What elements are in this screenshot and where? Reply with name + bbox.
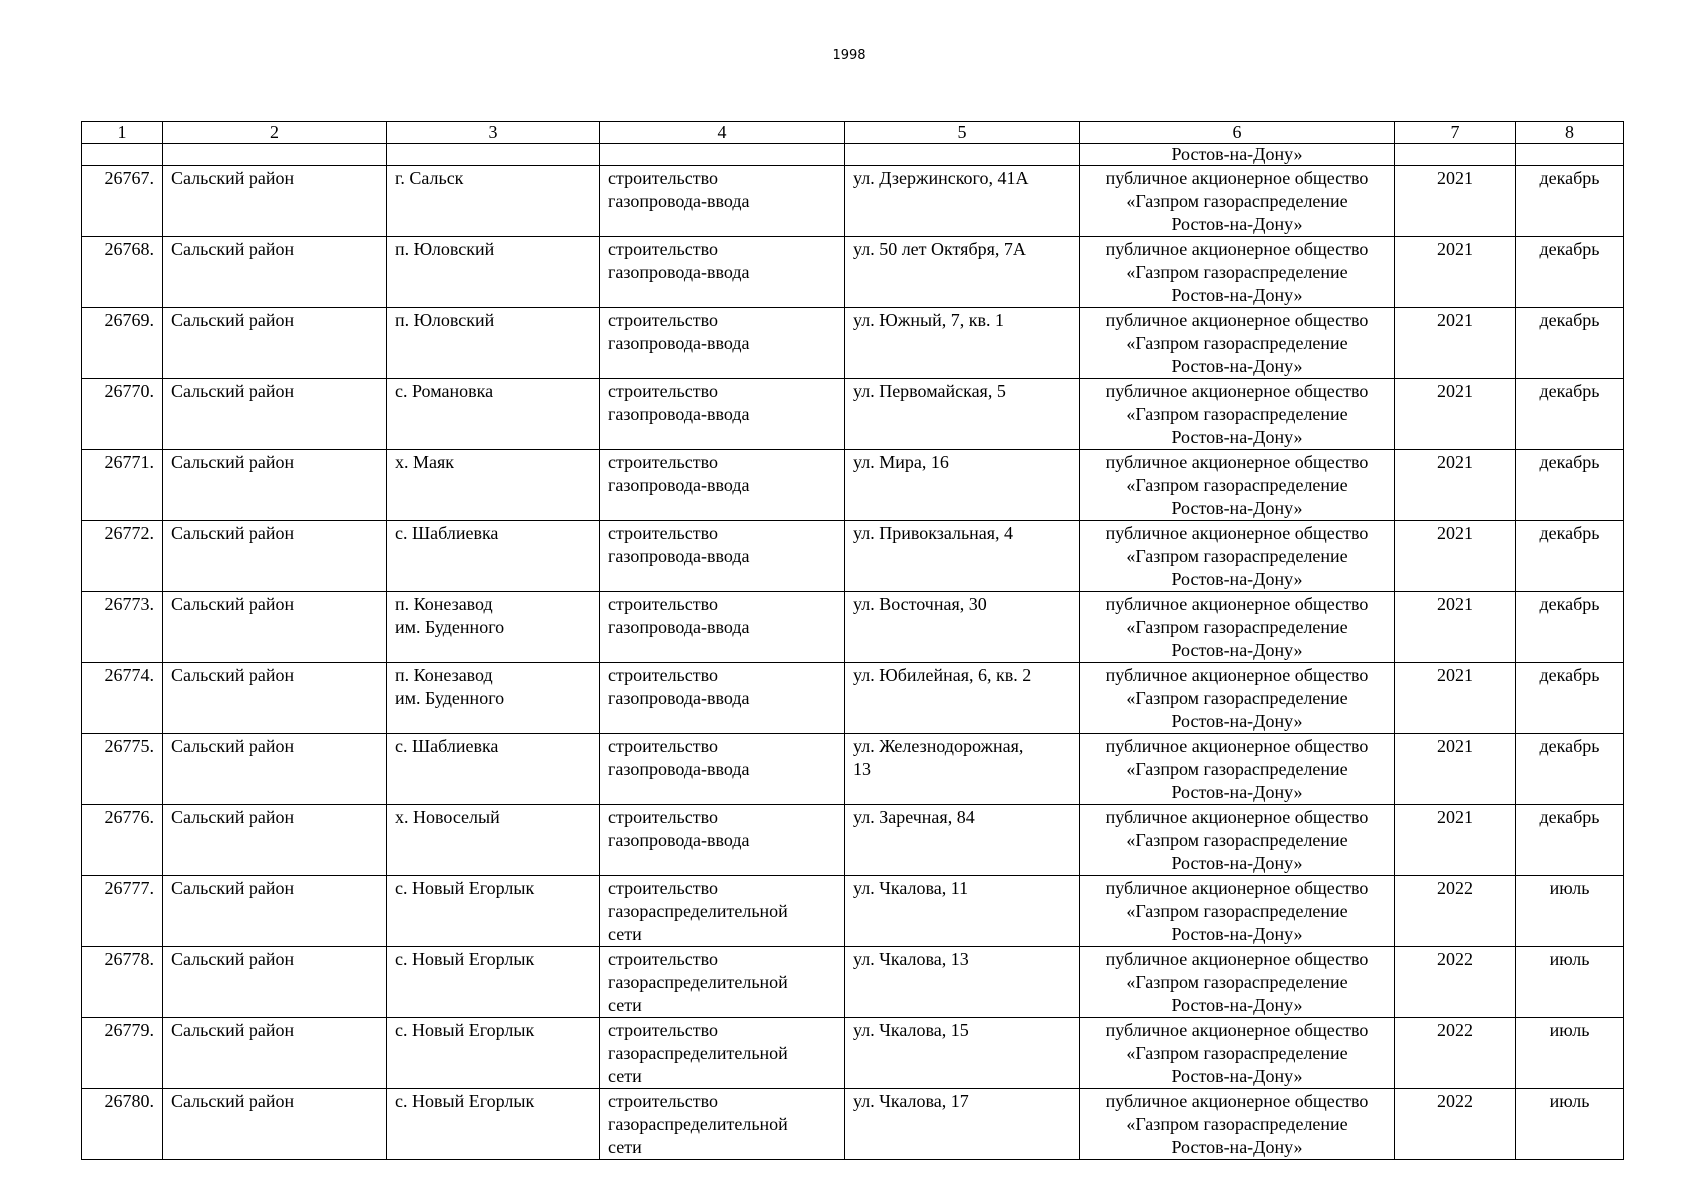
address-cell: ул. Заречная, 84 [845, 805, 1080, 876]
month-cell: июль [1516, 947, 1624, 1018]
settlement-cell: п. Юловский [387, 237, 600, 308]
month-cell: декабрь [1516, 734, 1624, 805]
address-cell: ул. Привокзальная, 4 [845, 521, 1080, 592]
year-cell: 2021 [1395, 521, 1516, 592]
month-cell: декабрь [1516, 379, 1624, 450]
settlement-cell: с. Шаблиевка [387, 734, 600, 805]
address-cell: ул. Чкалова, 15 [845, 1018, 1080, 1089]
month-cell: июль [1516, 1018, 1624, 1089]
year-cell: 2021 [1395, 308, 1516, 379]
row-number: 26775. [82, 734, 163, 805]
organization-cell: публичное акционерное общество «Газпром газораспределение Ростов-на-Дону» [1080, 805, 1395, 876]
year-cell: 2022 [1395, 1089, 1516, 1160]
empty-cell [82, 144, 163, 166]
column-header: 4 [600, 122, 845, 144]
organization-cell: публичное акционерное общество «Газпром газораспределение Ростов-на-Дону» [1080, 450, 1395, 521]
address-cell: ул. Южный, 7, кв. 1 [845, 308, 1080, 379]
column-header: 3 [387, 122, 600, 144]
work-type-cell: строительство газопровода-ввода [600, 450, 845, 521]
empty-cell [600, 144, 845, 166]
settlement-cell: п. Юловский [387, 308, 600, 379]
settlement-cell: п. Конезавод им. Буденного [387, 592, 600, 663]
work-type-cell: строительство газопровода-ввода [600, 805, 845, 876]
organization-cell: публичное акционерное общество «Газпром газораспределение Ростов-на-Дону» [1080, 237, 1395, 308]
settlement-cell: с. Романовка [387, 379, 600, 450]
year-cell: 2022 [1395, 1018, 1516, 1089]
address-cell: ул. Юбилейная, 6, кв. 2 [845, 663, 1080, 734]
year-cell: 2022 [1395, 876, 1516, 947]
settlement-cell: х. Новоселый [387, 805, 600, 876]
empty-cell [163, 144, 387, 166]
table-row [82, 805, 1624, 876]
month-cell: июль [1516, 1089, 1624, 1160]
column-header: 7 [1395, 122, 1516, 144]
district-cell: Сальский район [163, 947, 387, 1018]
settlement-cell: с. Шаблиевка [387, 521, 600, 592]
district-cell: Сальский район [163, 805, 387, 876]
organization-cell: публичное акционерное общество «Газпром газораспределение Ростов-на-Дону» [1080, 166, 1395, 237]
district-cell: Сальский район [163, 308, 387, 379]
year-cell: 2021 [1395, 805, 1516, 876]
district-cell: Сальский район [163, 237, 387, 308]
year-cell: 2021 [1395, 166, 1516, 237]
district-cell: Сальский район [163, 450, 387, 521]
organization-cell: публичное акционерное общество «Газпром газораспределение Ростов-на-Дону» [1080, 379, 1395, 450]
row-number: 26774. [82, 663, 163, 734]
settlement-cell: п. Конезавод им. Буденного [387, 663, 600, 734]
address-cell: ул. Чкалова, 13 [845, 947, 1080, 1018]
month-cell: декабрь [1516, 592, 1624, 663]
year-cell: 2022 [1395, 947, 1516, 1018]
table-row [82, 947, 1624, 1018]
organization-cell: публичное акционерное общество «Газпром газораспределение Ростов-на-Дону» [1080, 734, 1395, 805]
empty-cell [845, 144, 1080, 166]
address-cell: ул. Чкалова, 17 [845, 1089, 1080, 1160]
row-number: 26776. [82, 805, 163, 876]
column-number-row [82, 122, 1624, 144]
organization-cell: публичное акционерное общество «Газпром газораспределение Ростов-на-Дону» [1080, 308, 1395, 379]
address-cell: ул. Мира, 16 [845, 450, 1080, 521]
row-number: 26769. [82, 308, 163, 379]
settlement-cell: х. Маяк [387, 450, 600, 521]
organization-cell: публичное акционерное общество «Газпром газораспределение Ростов-на-Дону» [1080, 947, 1395, 1018]
table-row [82, 521, 1624, 592]
month-cell: декабрь [1516, 521, 1624, 592]
row-number: 26773. [82, 592, 163, 663]
table-row [82, 379, 1624, 450]
organization-cell: публичное акционерное общество «Газпром газораспределение Ростов-на-Дону» [1080, 876, 1395, 947]
column-header: 5 [845, 122, 1080, 144]
work-type-cell: строительство газопровода-ввода [600, 379, 845, 450]
table-row [82, 450, 1624, 521]
year-cell: 2021 [1395, 379, 1516, 450]
organization-cell: публичное акционерное общество «Газпром газораспределение Ростов-на-Дону» [1080, 663, 1395, 734]
empty-cell [1395, 144, 1516, 166]
work-type-cell: строительство газопровода-ввода [600, 166, 845, 237]
row-number: 26780. [82, 1089, 163, 1160]
district-cell: Сальский район [163, 592, 387, 663]
work-type-cell: строительство газораспределительной сети [600, 1089, 845, 1160]
month-cell: декабрь [1516, 450, 1624, 521]
district-cell: Сальский район [163, 1018, 387, 1089]
address-cell: ул. Дзержинского, 41А [845, 166, 1080, 237]
empty-cell [1516, 144, 1624, 166]
address-cell: ул. Первомайская, 5 [845, 379, 1080, 450]
address-cell: ул. Чкалова, 11 [845, 876, 1080, 947]
district-cell: Сальский район [163, 876, 387, 947]
work-type-cell: строительство газопровода-ввода [600, 734, 845, 805]
address-cell: ул. Железнодорожная, 13 [845, 734, 1080, 805]
organization-cell: публичное акционерное общество «Газпром газораспределение Ростов-на-Дону» [1080, 1089, 1395, 1160]
settlement-cell: с. Новый Егорлык [387, 1018, 600, 1089]
column-header: 6 [1080, 122, 1395, 144]
work-type-cell: строительство газопровода-ввода [600, 237, 845, 308]
organization-cell: публичное акционерное общество «Газпром газораспределение Ростов-на-Дону» [1080, 592, 1395, 663]
settlement-cell: с. Новый Егорлык [387, 876, 600, 947]
district-cell: Сальский район [163, 379, 387, 450]
continuation-row [82, 144, 1624, 166]
table-row [82, 237, 1624, 308]
district-cell: Сальский район [163, 734, 387, 805]
year-cell: 2021 [1395, 237, 1516, 308]
month-cell: декабрь [1516, 805, 1624, 876]
month-cell: декабрь [1516, 166, 1624, 237]
work-type-cell: строительство газопровода-ввода [600, 663, 845, 734]
work-type-cell: строительство газораспределительной сети [600, 947, 845, 1018]
row-number: 26777. [82, 876, 163, 947]
year-cell: 2021 [1395, 663, 1516, 734]
month-cell: декабрь [1516, 663, 1624, 734]
work-type-cell: строительство газопровода-ввода [600, 521, 845, 592]
row-number: 26771. [82, 450, 163, 521]
row-number: 26778. [82, 947, 163, 1018]
address-cell: ул. Восточная, 30 [845, 592, 1080, 663]
settlement-cell: с. Новый Егорлык [387, 947, 600, 1018]
month-cell: июль [1516, 876, 1624, 947]
month-cell: декабрь [1516, 308, 1624, 379]
table-row [82, 1018, 1624, 1089]
registry-table [81, 121, 1624, 1160]
table-row [82, 308, 1624, 379]
row-number: 26772. [82, 521, 163, 592]
table-row [82, 592, 1624, 663]
table-row [82, 876, 1624, 947]
district-cell: Сальский район [163, 663, 387, 734]
table-row [82, 166, 1624, 237]
year-cell: 2021 [1395, 592, 1516, 663]
year-cell: 2021 [1395, 450, 1516, 521]
district-cell: Сальский район [163, 1089, 387, 1160]
table-row [82, 734, 1624, 805]
column-header: 1 [82, 122, 163, 144]
row-number: 26768. [82, 237, 163, 308]
table-row [82, 663, 1624, 734]
table-row [82, 1089, 1624, 1160]
organization-cell: публичное акционерное общество «Газпром газораспределение Ростов-на-Дону» [1080, 1018, 1395, 1089]
row-number: 26770. [82, 379, 163, 450]
settlement-cell: г. Сальск [387, 166, 600, 237]
work-type-cell: строительство газопровода-ввода [600, 308, 845, 379]
column-header: 8 [1516, 122, 1624, 144]
row-number: 26767. [82, 166, 163, 237]
work-type-cell: строительство газораспределительной сети [600, 876, 845, 947]
empty-cell [387, 144, 600, 166]
year-cell: 2021 [1395, 734, 1516, 805]
table-body [82, 122, 1624, 1160]
settlement-cell: с. Новый Егорлык [387, 1089, 600, 1160]
month-cell: декабрь [1516, 237, 1624, 308]
district-cell: Сальский район [163, 521, 387, 592]
district-cell: Сальский район [163, 166, 387, 237]
work-type-cell: строительство газопровода-ввода [600, 592, 845, 663]
column-header: 2 [163, 122, 387, 144]
page-number: 1998 [832, 48, 866, 63]
organization-continuation: Ростов-на-Дону» [1080, 144, 1395, 166]
row-number: 26779. [82, 1018, 163, 1089]
organization-cell: публичное акционерное общество «Газпром газораспределение Ростов-на-Дону» [1080, 521, 1395, 592]
work-type-cell: строительство газораспределительной сети [600, 1018, 845, 1089]
address-cell: ул. 50 лет Октября, 7А [845, 237, 1080, 308]
